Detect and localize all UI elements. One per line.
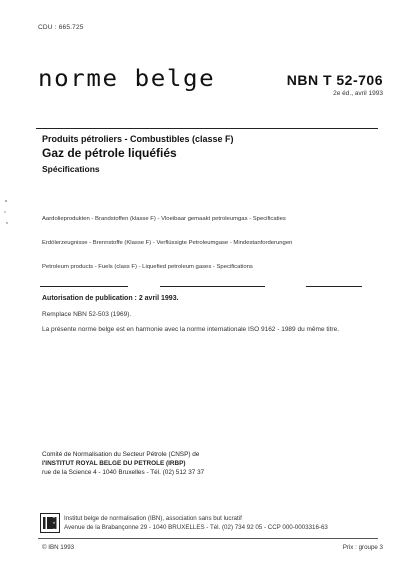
divider-right — [306, 286, 362, 287]
ibn-logo-icon — [40, 513, 60, 533]
committee-line: Comité de Normalisation du Secteur Pétrole (CNSP) de — [42, 451, 200, 458]
edition-date: 2e éd., avril 1993 — [333, 90, 383, 97]
institute-address: rue de la Science 4 - 1040 Bruxelles - Tél. (02) 512 37 37 — [42, 469, 205, 476]
brand-title: norme belge — [38, 66, 216, 92]
translation-de: Erdölerzeugnisse - Brennstoffe (Klasse F) - Verflüssigte Petroleumgase - Mindestanforderungen — [42, 240, 293, 246]
ibn-line-1: Institut belge de normalisation (IBN), association sans but lucratif — [64, 515, 242, 522]
publication-authorisation: Autorisation de publication : 2 avril 1993. — [42, 295, 179, 302]
scan-margin-marks — [2, 198, 10, 228]
price-group: Prix : groupe 3 — [342, 544, 383, 551]
footer-divider — [38, 538, 378, 539]
header-divider — [36, 128, 378, 129]
replaces-note: Remplace NBN 52-503 (1969). — [42, 311, 132, 318]
translation-nl: Aardolieprodukten - Brandstoffen (klasse F) - Vloeibaar gemaakt petroleumgas - Specificaties — [42, 216, 286, 222]
cdu-code: CDU : 665.725 — [38, 24, 84, 31]
divider-left — [40, 286, 128, 287]
harmonisation-note: La présente norme belge est en harmonie avec la norme internationale ISO 9162 - 1989 du même titre. — [42, 326, 340, 333]
document-subtitle: Spécifications — [42, 164, 100, 174]
document-title: Gaz de pétrole liquéfiés — [42, 146, 177, 160]
divider-middle — [160, 286, 265, 287]
standard-number: NBN T 52-706 — [286, 72, 383, 88]
institute-name: l'INSTITUT ROYAL BELGE DU PETROLE (IRBP) — [42, 460, 186, 467]
category-title: Produits pétroliers - Combustibles (classe F) — [42, 134, 234, 144]
copyright: © IBN 1993 — [42, 544, 75, 551]
translation-en: Petroleum products - Fuels (class F) - Liquefied petroleum gases - Specifications — [42, 264, 253, 270]
ibn-line-2: Avenue de la Brabançonne 29 - 1040 BRUXELLES - Tél. (02) 734 92 05 - CCP 000-0003316-63 — [64, 524, 328, 531]
